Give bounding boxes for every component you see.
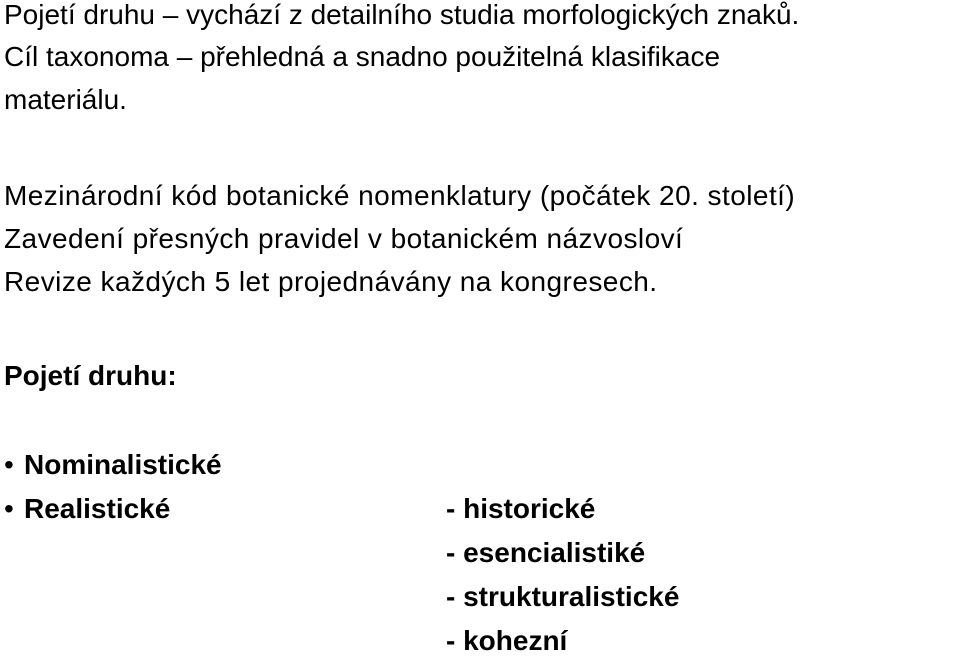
bullet-label: Realistické bbox=[24, 493, 171, 524]
intro-line-3: materiálu. bbox=[4, 84, 127, 115]
bullet-item-nominalistic bbox=[4, 451, 222, 479]
rules-line-3: Revize každých 5 let projednávány na kongresech. bbox=[4, 266, 658, 297]
subtype-cohesive: - kohezní bbox=[446, 625, 568, 656]
bullet-item-realistic bbox=[4, 495, 170, 523]
subtype-essentialist: - esencialistiké bbox=[446, 537, 646, 568]
bullet-icon: • bbox=[4, 449, 14, 480]
intro-line-1: Pojetí druhu – vychází z detailního studia morfologických znaků. bbox=[4, 0, 800, 30]
rules-line-1: Mezinárodní kód botanické nomenklatury (počátek 20. století) bbox=[4, 180, 796, 211]
bullet-label: Nominalistické bbox=[24, 449, 222, 480]
bullet-icon: • bbox=[4, 493, 14, 524]
species-concept-heading: Pojetí druhu: bbox=[4, 360, 177, 391]
intro-line-2: Cíl taxonoma – přehledná a snadno použitelná klasifikace bbox=[4, 41, 721, 72]
rules-line-2: Zavedení přesných pravidel v botanickém názvosloví bbox=[4, 223, 684, 254]
subtype-historical: - historické bbox=[446, 493, 596, 524]
subtype-structuralist: - strukturalistické bbox=[446, 581, 680, 612]
